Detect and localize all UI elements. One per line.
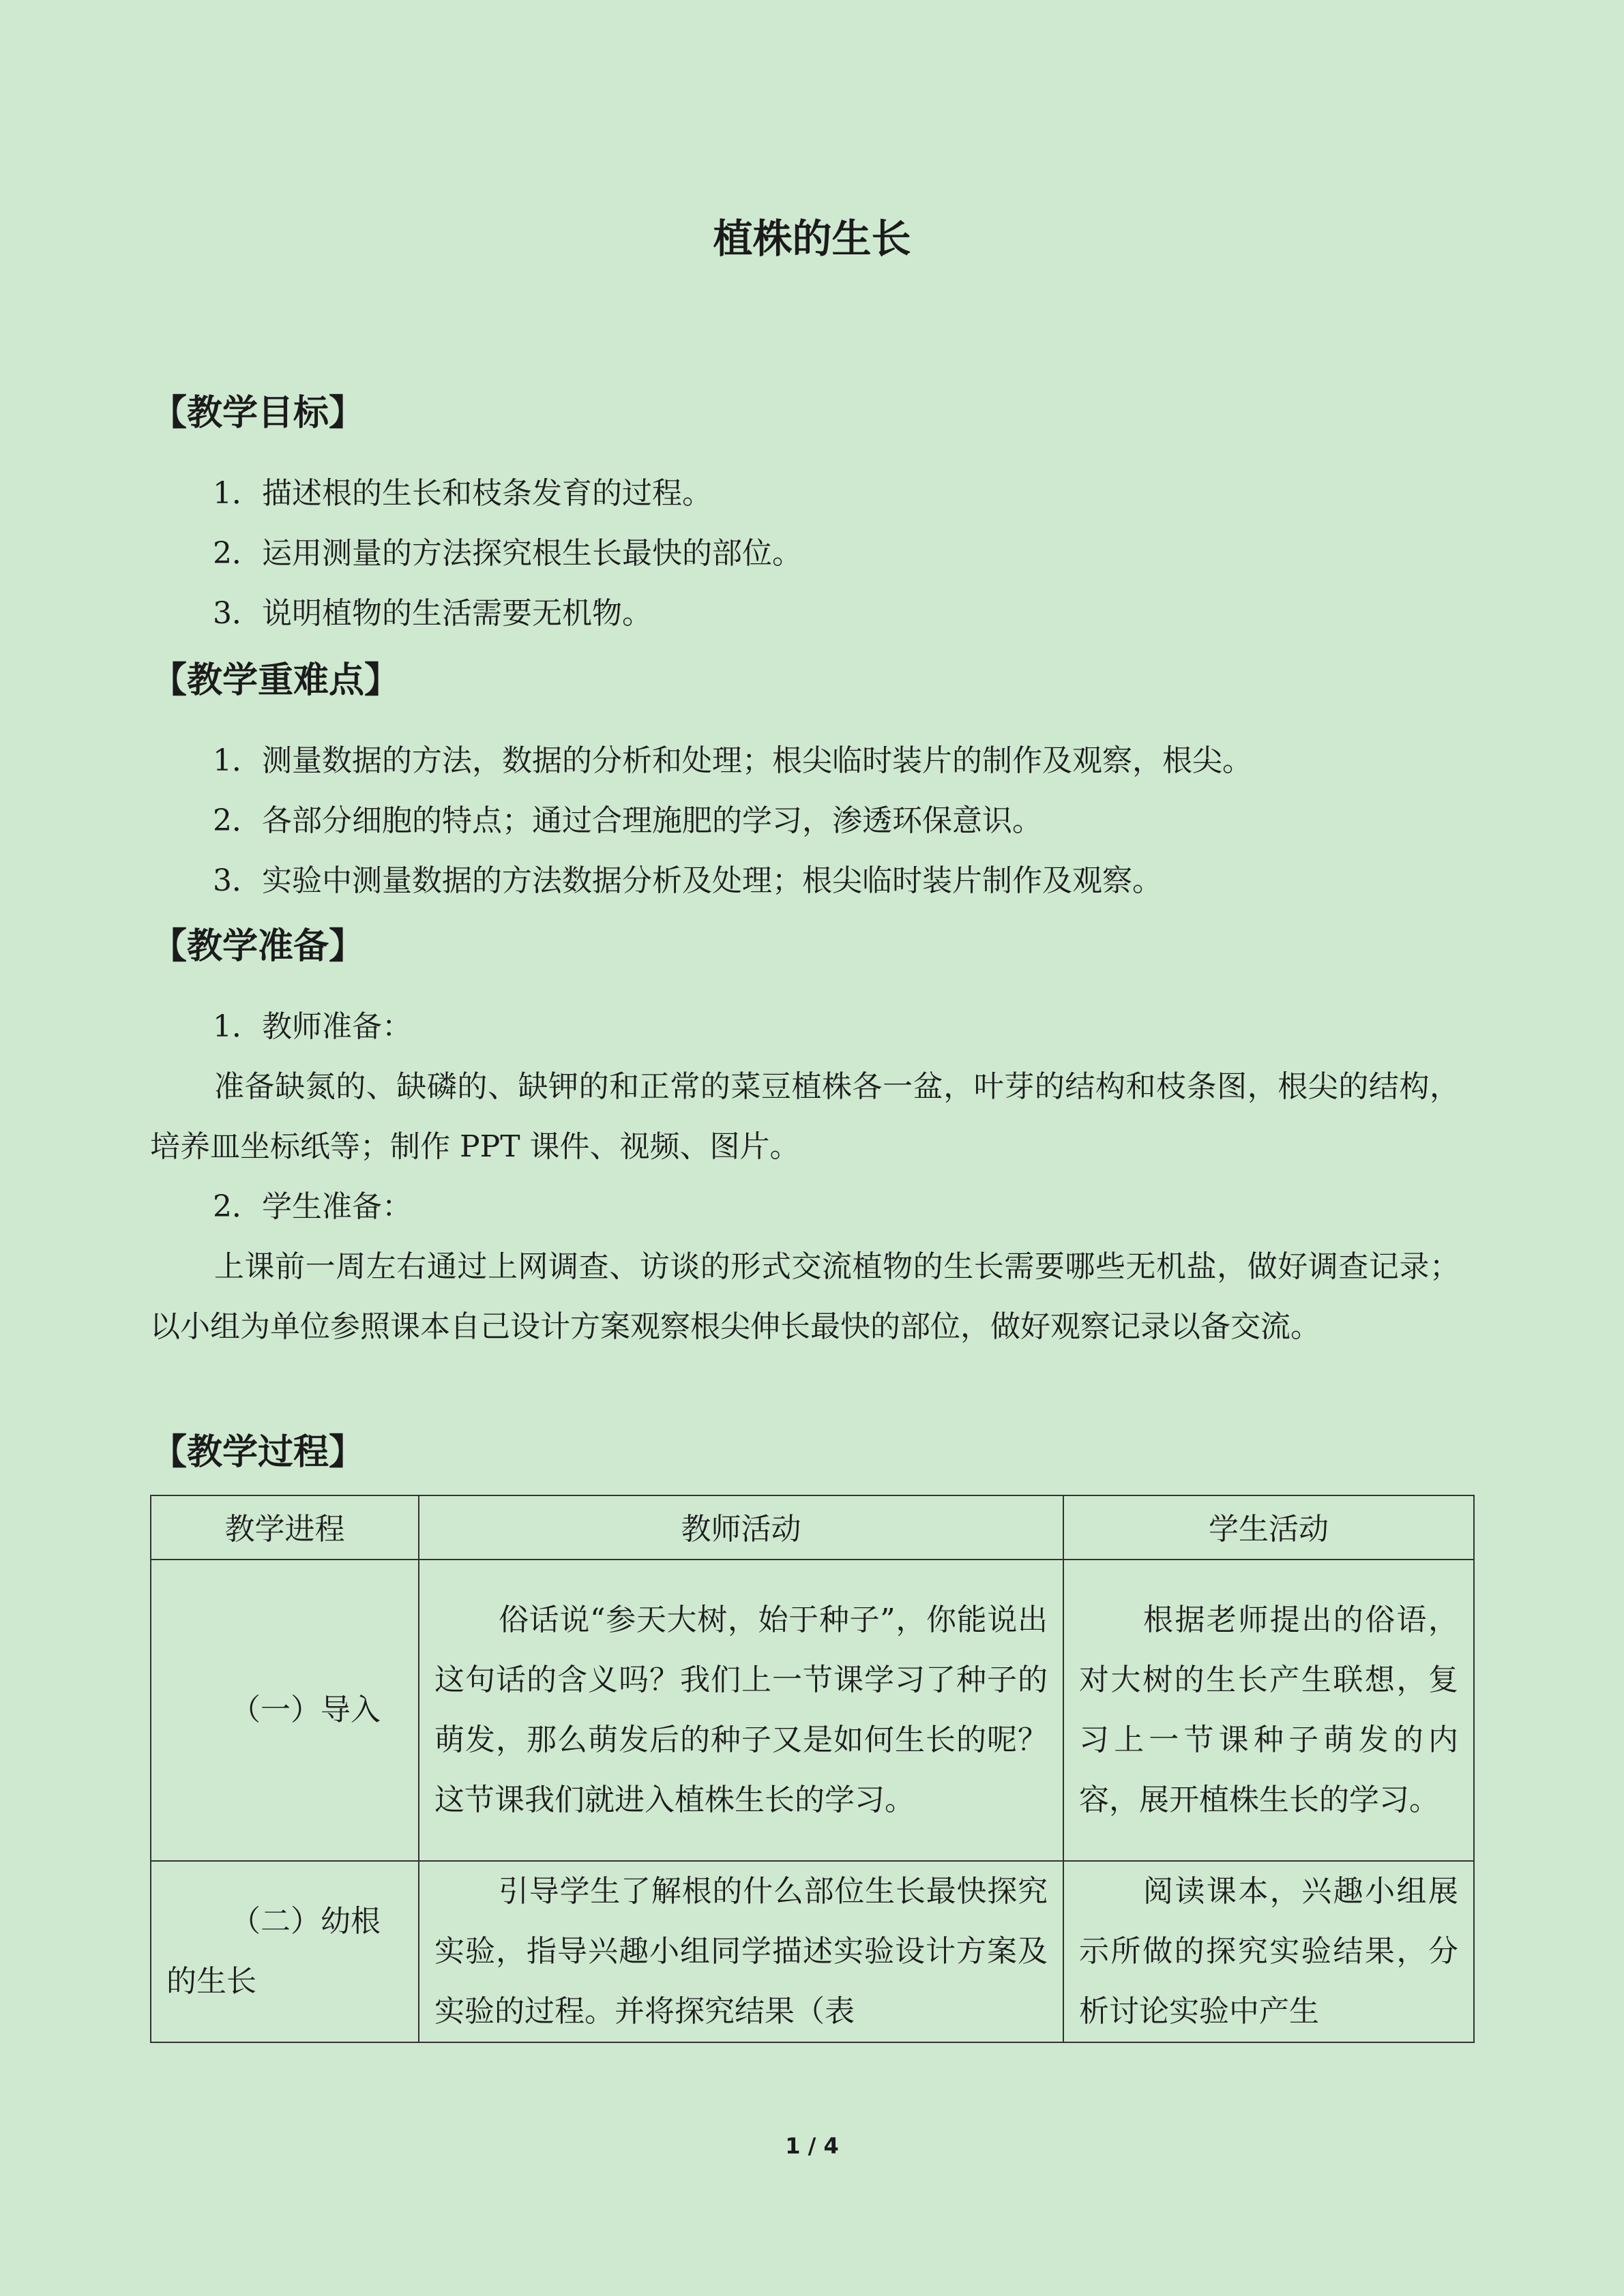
column-header-student: 学生活动 xyxy=(1063,1495,1474,1560)
stage-cell xyxy=(151,1560,419,1861)
teacher-prep-text: 准备缺氮的、缺磷的、缺钾的和正常的菜豆植株各一盆，叶芽的结构和枝条图，根尖的结构，培养皿坐标纸等；制作 PPT 课件、视频、图片。 xyxy=(150,1069,1460,1164)
student-activity-cell xyxy=(1063,1861,1474,2042)
heading-objectives: 【教学目标】 xyxy=(151,393,365,434)
key-point-item: 3．实验中测量数据的方法数据分析及处理；根尖临时装片制作及观察。 xyxy=(213,863,1162,898)
student-activity-cell xyxy=(1063,1560,1474,1861)
page-title: 植株的生长 xyxy=(713,215,911,262)
stage-label: （二）幼根的生长 xyxy=(166,1904,381,1999)
process-table xyxy=(150,1495,1475,2043)
heading-process: 【教学过程】 xyxy=(151,1432,365,1473)
heading-key-points: 【教学重难点】 xyxy=(151,660,400,701)
teacher-activity-cell xyxy=(419,1861,1063,2042)
student-activity-text: 根据老师提出的俗语，对大树的生长产生联想，复习上一节课种子萌发的内容，展开植株生长的学习。 xyxy=(1079,1602,1458,1817)
stage-cell xyxy=(151,1861,419,2042)
objective-item: 1．描述根的生长和枝条发育的过程。 xyxy=(213,476,712,511)
stage-label: （一）导入 xyxy=(231,1693,381,1727)
page-number: 1 / 4 xyxy=(785,2133,839,2159)
column-header-stage: 教学进程 xyxy=(151,1495,419,1560)
student-prep-text: 上课前一周左右通过上网调查、访谈的形式交流植物的生长需要哪些无机盐，做好调查记录；以小组为单位参照课本自己设计方案观察根尖伸长最快的部位，做好观察记录以备交流。 xyxy=(150,1249,1460,1344)
heading-preparation: 【教学准备】 xyxy=(151,926,365,967)
teacher-activity-cell xyxy=(419,1560,1063,1861)
table-row xyxy=(151,1560,1474,1861)
objective-item: 3．说明植物的生活需要无机物。 xyxy=(213,596,652,631)
table-header-row xyxy=(151,1495,1474,1560)
teacher-prep-label: 1．教师准备： xyxy=(213,1009,412,1044)
teacher-activity-text: 引导学生了解根的什么部位生长最快探究实验，指导兴趣小组同学描述实验设计方案及实验的过程。并将探究结果（表 xyxy=(434,1874,1048,2029)
key-point-item: 1．测量数据的方法，数据的分析和处理；根尖临时装片的制作及观察，根尖。 xyxy=(213,743,1252,778)
key-point-item: 2．各部分细胞的特点；通过合理施肥的学习，渗透环保意识。 xyxy=(213,803,1042,838)
student-prep-label: 2．学生准备： xyxy=(213,1189,412,1224)
table-row xyxy=(151,1861,1474,2042)
column-header-teacher: 教师活动 xyxy=(419,1495,1063,1560)
objective-item: 2．运用测量的方法探究根生长最快的部位。 xyxy=(213,536,802,571)
student-activity-text: 阅读课本，兴趣小组展示所做的探究实验结果，分析讨论实验中产生 xyxy=(1079,1874,1458,2029)
teacher-activity-text: 俗话说“参天大树，始于种子”，你能说出这句话的含义吗？我们上一节课学习了种子的萌发，那么萌发后的种子又是如何生长的呢？这节课我们就进入植株生长的学习。 xyxy=(434,1602,1048,1817)
